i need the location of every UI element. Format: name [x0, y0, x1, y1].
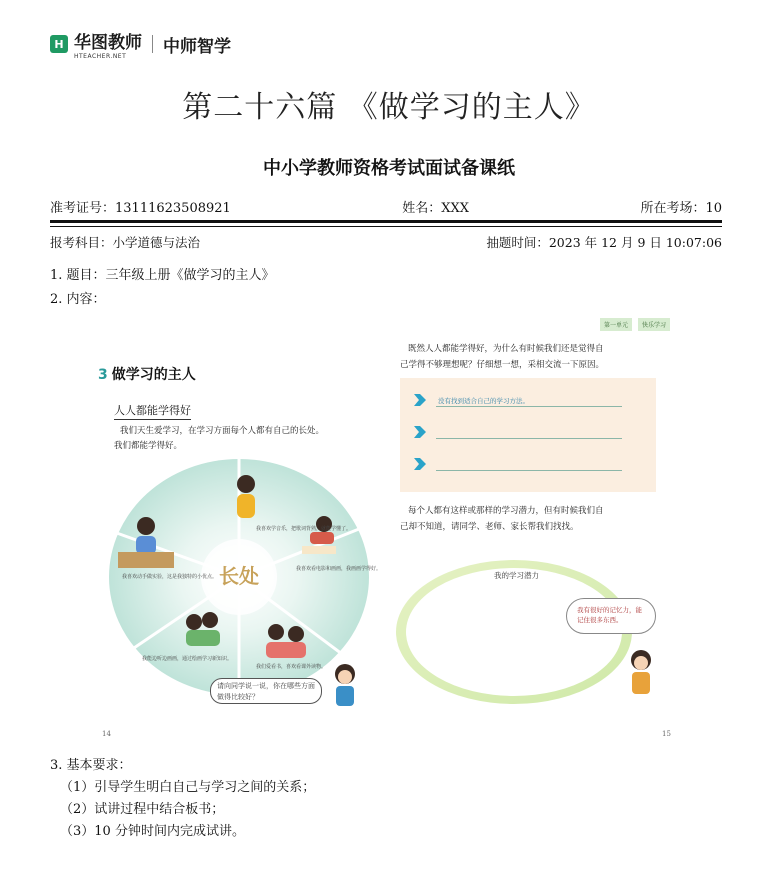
divider-thin: [50, 226, 722, 227]
child-figure-top: [237, 475, 255, 518]
content-line: 2. 内容：: [50, 292, 106, 307]
segment-text-4: 我们爱看书，喜欢看课外读物。: [256, 664, 327, 670]
unit-tag-1: 第一单元: [600, 318, 632, 331]
requirement-3: （3）10 分钟时间内完成试讲。: [60, 824, 245, 839]
segment-text-5: 我能边听边画画，通过绘画学习新知识。: [142, 656, 233, 662]
divider-thick: [50, 220, 722, 223]
page-number-right: 15: [662, 730, 671, 738]
unit-tags: [600, 318, 670, 331]
logo-divider: [152, 35, 153, 53]
answer-line-3: [436, 470, 622, 471]
textbook-page-right: [386, 312, 676, 742]
section-title: 人人都能学得好: [114, 402, 191, 420]
unit-tag-2: 快乐学习: [638, 318, 670, 331]
answer-text-1: 没有找到适合自己的学习方法。: [438, 397, 529, 405]
right-intro-1: 既然人人都能学得好，为什么有时候我们还是觉得自: [408, 344, 604, 354]
thought-cloud: 我有很好的记忆力，能记住很多东西。: [566, 598, 656, 634]
speech-bubble-left: 请向同学说一说，你在哪些方面做得比较好？: [210, 678, 322, 704]
logo-icon: H: [50, 35, 68, 53]
wheel-center-label: 长处: [219, 564, 259, 588]
textbook-image: [98, 312, 676, 742]
segment-text-3: 我喜欢动手做实验，这是我独特的小优点。: [122, 574, 218, 580]
brand-name: 华图教师: [74, 33, 142, 53]
arrow-icon: [414, 458, 426, 470]
subject: 报考科目：小学道德与法治: [50, 235, 201, 250]
textbook-page-left: [98, 312, 380, 742]
segment-text-2: 我喜欢看电影和画画，我画画学得好。: [296, 566, 382, 572]
brand-block: [74, 28, 142, 60]
cartoon-child-left: [330, 662, 360, 708]
brand-subtitle: HTEACHER.NET: [74, 53, 127, 60]
document-title: 第二十六篇 《做学习的主人》: [182, 90, 596, 125]
subject-info-row: [50, 233, 722, 251]
arrow-icon: [414, 394, 426, 406]
candidate-info-row: [50, 197, 722, 216]
segment-text-1: 我喜欢学音乐，把歌词背熟，就能学懂了。: [256, 526, 352, 532]
candidate-name: 姓名：XXX: [402, 201, 469, 216]
document-subtitle: 中小学教师资格考试面试备课纸: [263, 158, 515, 179]
exam-site: 所在考场：10: [640, 201, 722, 216]
right-intro-2: 己学得不够理想呢？仔细想一想，采相交流一下原因。: [400, 360, 605, 370]
requirement-2: （2）试讲过程中结合板书；: [60, 802, 225, 817]
requirements-heading: 3. 基本要求：: [50, 758, 132, 773]
cartoon-child-right: [626, 648, 656, 698]
intro-line-1: 我们天生爱学习，在学习方面每个人都有自己的长处。: [120, 426, 325, 436]
right-para2-2: 己却不知道，请同学、老师、家长帮我们找找。: [400, 522, 579, 532]
potential-label: 我的学习潜力: [494, 571, 539, 580]
intro-line-2: 我们都能学得好。: [114, 441, 183, 451]
chapter-title: [98, 364, 196, 384]
requirement-1: （1）引导学生明白自己与学习之间的关系；: [60, 780, 316, 795]
arrow-icon: [414, 426, 426, 438]
draw-time: 抽题时间：2023 年 12 月 9 日 10:07:06: [486, 235, 722, 250]
reasons-box: [400, 378, 656, 492]
chapter-title-text: 做学习的主人: [111, 367, 196, 383]
answer-line-1: [436, 406, 622, 407]
brand-logo: [50, 28, 231, 60]
answer-line-2: [436, 438, 622, 439]
exam-id: 准考证号：13111623508921: [50, 201, 231, 216]
chapter-number: 3: [98, 367, 108, 383]
brand-name-secondary: 中师智学: [163, 36, 231, 57]
topic-line: 1. 题目：三年级上册《做学习的主人》: [50, 268, 275, 283]
page-number-left: 14: [102, 730, 111, 738]
right-para2-1: 每个人都有这样或那样的学习潜力，但有时候我们自: [408, 506, 604, 516]
